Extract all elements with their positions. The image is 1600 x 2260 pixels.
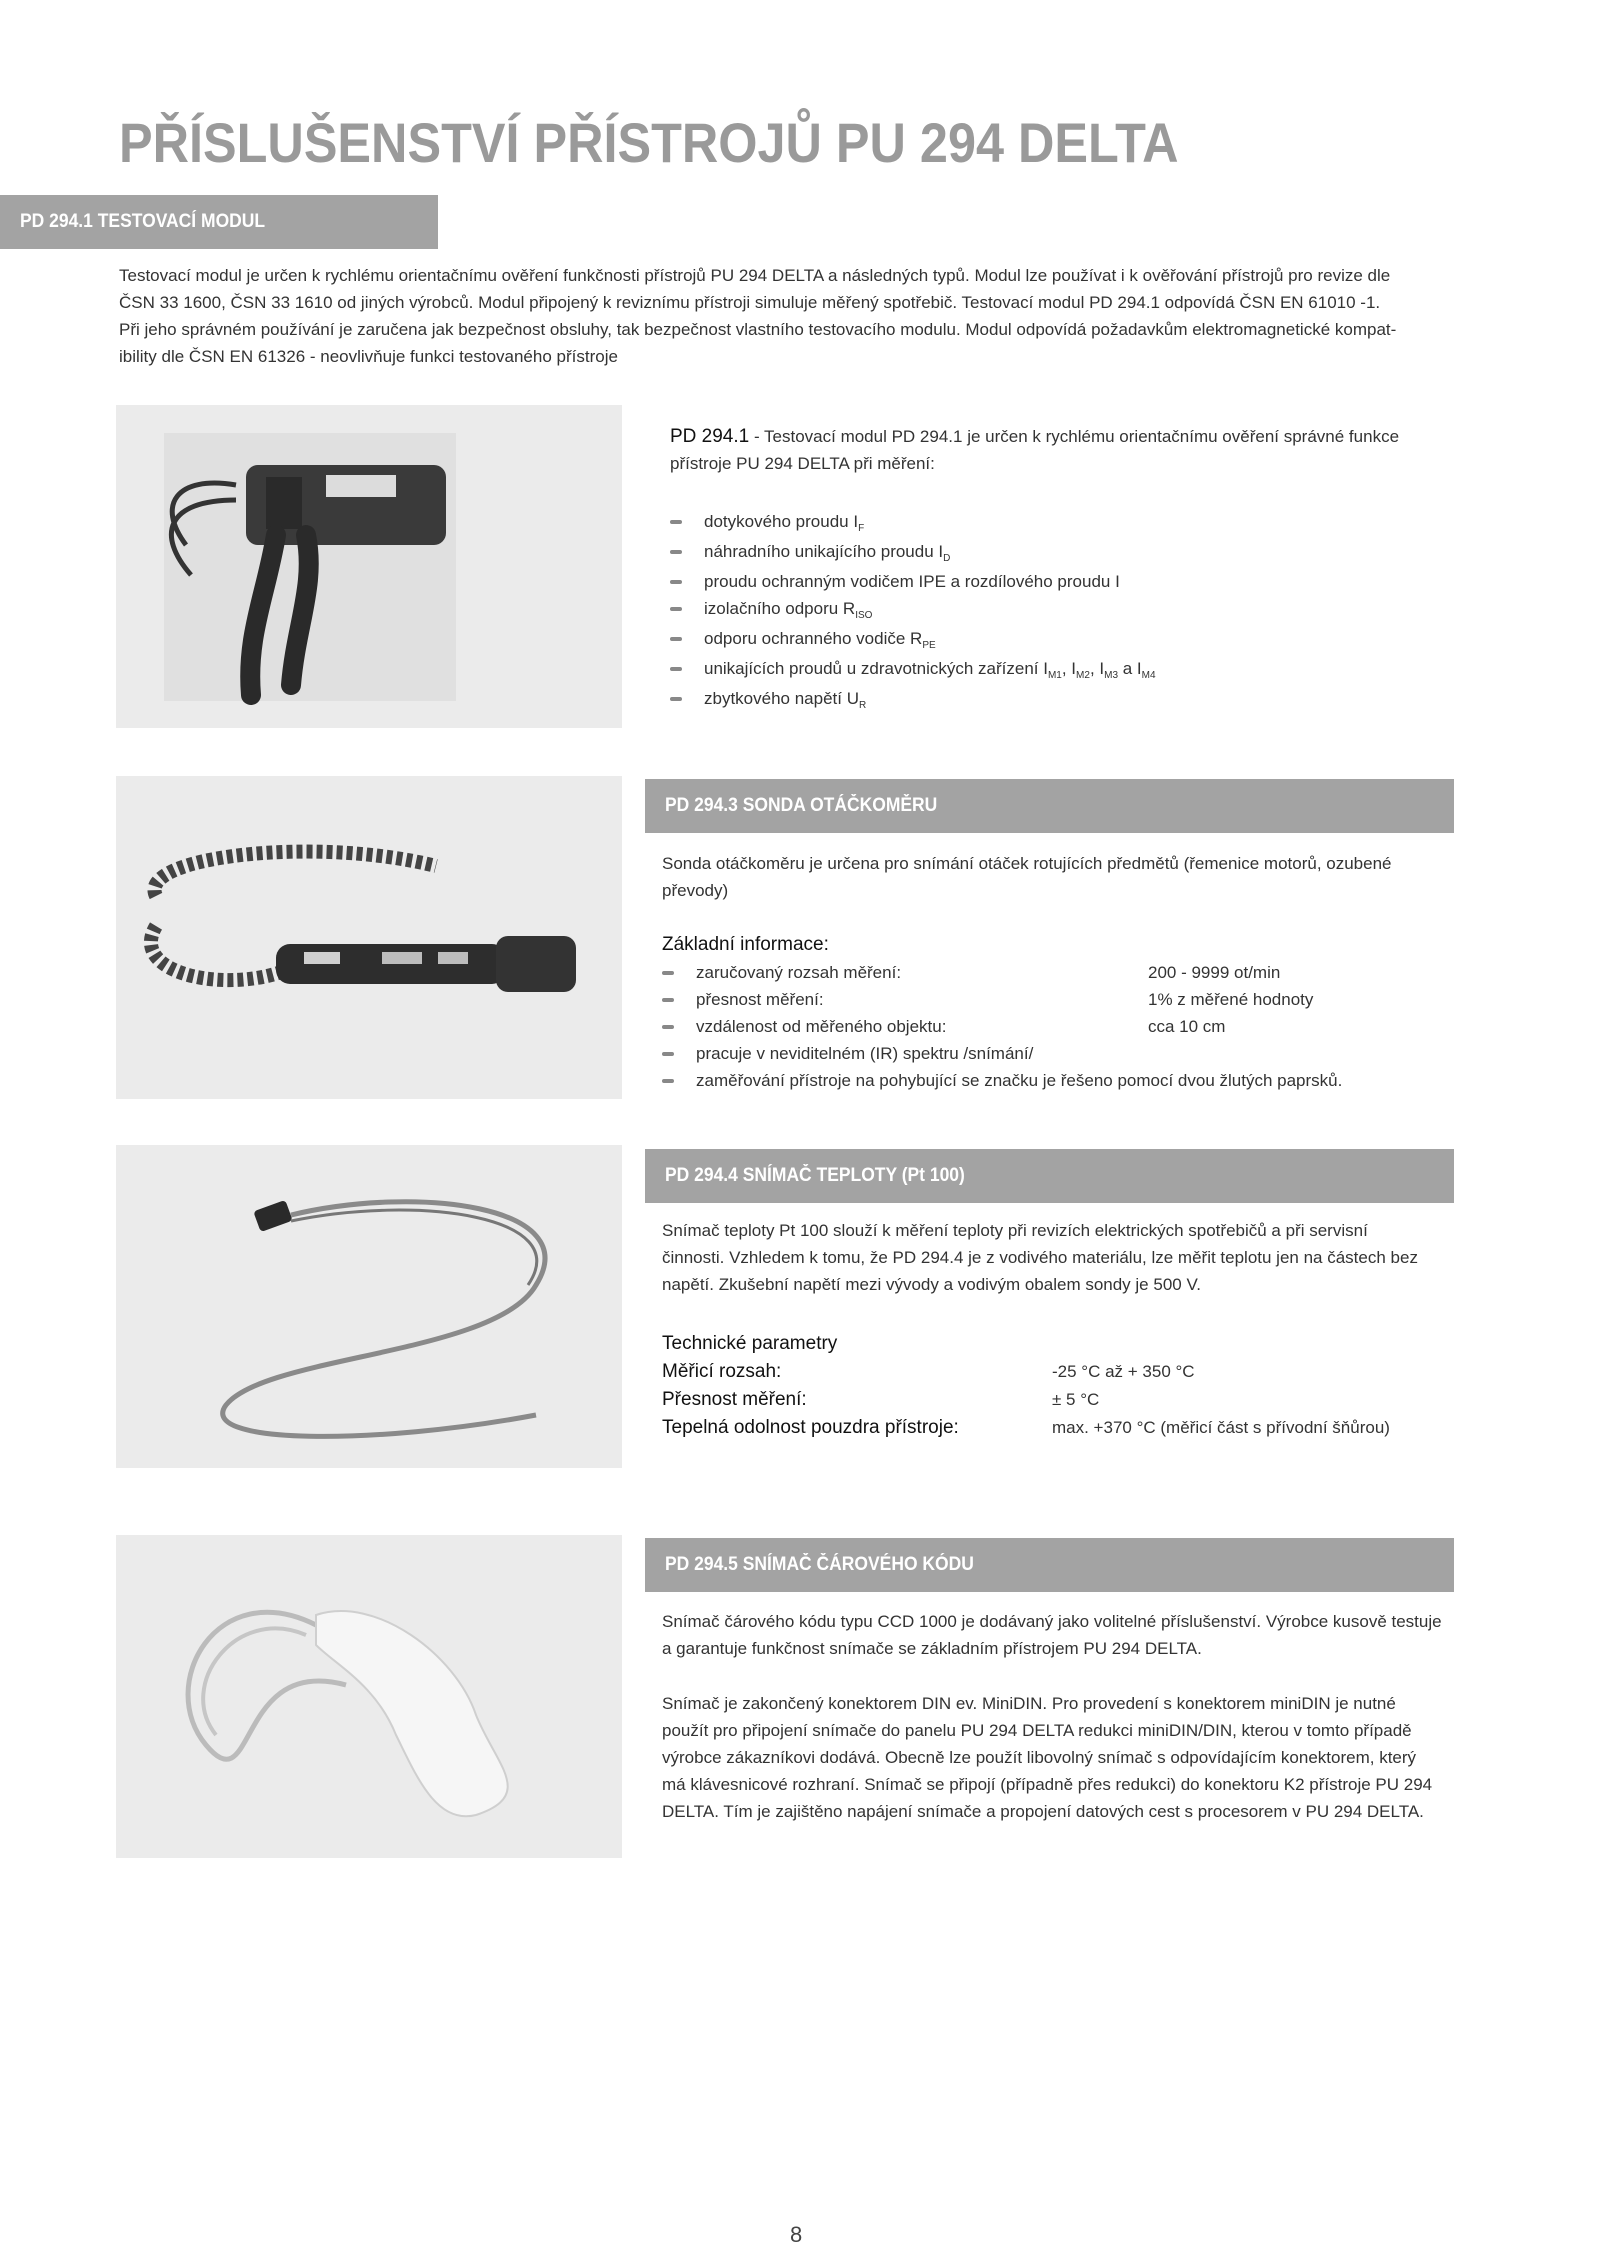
list-item: odporu ochranného vodiče $R_{PE}$ xyxy=(666,625,1156,655)
tech-row: Tepelná odolnost pouzdra přístroje: max. +370 °C (měřicí část s přívodní šňůrou) xyxy=(662,1417,1390,1438)
desc-line: činnosti. Vzhledem k tomu, že PD 294.4 je z vodivého materiálu, lze měřit teplotu jen na částech bez xyxy=(662,1248,1418,1267)
intro-paragraph xyxy=(119,262,1489,370)
info-heading: Základní informace: xyxy=(662,934,829,955)
desc-line: napětí. Zkušební napětí mezi vývody a vodivým obalem sondy je 500 V. xyxy=(662,1275,1201,1294)
section-header-label: PD 294.3 SONDA OTÁČKOMĚRU xyxy=(665,795,938,816)
tech-row: Přesnost měření: ± 5 °C xyxy=(662,1389,1100,1410)
page-number: 8 xyxy=(790,2222,803,2247)
desc-line: DELTA. Tím je zajištěno napájení snímače a propojení datových cest s procesorem v PU 294 DELTA. xyxy=(662,1802,1424,1821)
desc-line: Snímač teploty Pt 100 slouží k měření teploty při revizích elektrických spotřebičů a při servisní xyxy=(662,1221,1368,1240)
spec-row: zaměřování přístroje na pohybující se značku je řešeno pomocí dvou žlutých paprsků. xyxy=(658,1067,1538,1094)
temperature-probe-image xyxy=(116,1145,622,1468)
temperature-tech-params xyxy=(662,1330,1542,1442)
list-item: proudu ochranným vodičem IPE a rozdílového proudu I xyxy=(666,568,1156,595)
list-item: náhradního unikajícího proudu $I_D$ xyxy=(666,538,1156,568)
module-desc-line: - Testovací modul PD 294.1 je určen k rychlému orientačnímu ověření správné funkce xyxy=(749,427,1400,446)
list-item: zbytkového napětí $U_R$ xyxy=(666,685,1156,715)
photo-barcode-scanner xyxy=(116,1535,622,1858)
photo-temperature-probe xyxy=(116,1145,622,1468)
section-header-testovaci-modul xyxy=(0,195,438,249)
module-description xyxy=(670,423,1550,477)
list-item: dotykového proudu $I_F$ xyxy=(666,508,1156,538)
intro-line: ibility dle ČSN EN 61326 - neovlivňuje funkci testovaného přístroje xyxy=(119,347,618,366)
spec-row: vzdálenost od měřeného objektu: cca 10 cm xyxy=(658,1013,1538,1040)
intro-line: Testovací modul je určen k rychlému orientačnímu ověření funkčnosti přístrojů PU 294 DELTA a následných typů. Modul lze používat i k ověřování přístrojů pro revize dle xyxy=(119,266,1391,285)
section-header-label: PD 294.5 SNÍMAČ ČÁROVÉHO KÓDU xyxy=(665,1554,974,1575)
module-desc-line: přístroje PU 294 DELTA při měření: xyxy=(670,454,935,473)
tech-heading: Technické parametry xyxy=(662,1333,838,1354)
desc-line: použít pro připojení snímače do panelu PU 294 DELTA redukci miniDIN/DIN, kterou v tomto případě xyxy=(662,1721,1412,1740)
test-module-image xyxy=(116,405,622,728)
tachometer-probe-image xyxy=(116,776,622,1099)
spec-row: zaručovaný rozsah měření: 200 - 9999 ot/min xyxy=(658,959,1538,986)
barcode-description-2 xyxy=(662,1690,1542,1825)
tech-row: Měřicí rozsah: -25 °C až + 350 °C xyxy=(662,1361,1195,1382)
barcode-description-1 xyxy=(662,1608,1542,1662)
tachometer-spec-list xyxy=(658,959,1538,1094)
temperature-description xyxy=(662,1217,1542,1298)
spec-row: přesnost měření: 1% z měřené hodnoty xyxy=(658,986,1538,1013)
barcode-scanner-image xyxy=(116,1535,622,1858)
tachometer-description xyxy=(662,850,1522,904)
desc-line: Snímač čárového kódu typu CCD 1000 je dodávaný jako volitelné příslušenství. Výrobce kusově testuje xyxy=(662,1612,1442,1631)
section-header-snimac-teploty xyxy=(645,1149,1454,1203)
list-item: unikajících proudů u zdravotnických zařízení $I_{M1}$, $I_{M2}$, $I_{M3}$ a $I_{M4}$ xyxy=(666,655,1156,685)
intro-line: ČSN 33 1600, ČSN 33 1610 od jiných výrobců. Modul připojený k reviznímu přístroji simuluje měřený spotřebič. Testovací modul PD 294.1 odpovídá ČSN EN 61010 -1. xyxy=(119,293,1381,312)
photo-test-module xyxy=(116,405,622,728)
list-item: izolačního odporu $R_{ISO}$ xyxy=(666,595,1156,625)
module-code: PD 294.1 xyxy=(670,426,750,447)
intro-line: Při jeho správném používání je zaručena jak bezpečnost obsluhy, tak bezpečnost vlastního testovacího modulu. Modul odpovídá požadavkům elektromagnetické kompat- xyxy=(119,320,1397,339)
desc-line: výrobce zákazníkovi dodává. Obecně lze použít libovolný snímač s odpovídajícím konektorem, který xyxy=(662,1748,1417,1767)
page-title: PŘÍSLUŠENSTVÍ PŘÍSTROJŮ PU 294 DELTA xyxy=(119,111,1179,174)
photo-tachometer-probe xyxy=(116,776,622,1099)
spec-row: pracuje v neviditelném (IR) spektru /snímání/ xyxy=(658,1040,1538,1067)
desc-line: má klávesnicové rozhraní. Snímač se připojí (případně přes redukci) do konektoru K2 přístroje PU 294 xyxy=(662,1775,1433,1794)
section-header-sonda-otackomeru xyxy=(645,779,1454,833)
section-header-label: PD 294.1 TESTOVACÍ MODUL xyxy=(20,211,266,232)
desc-line: Sonda otáčkoměru je určena pro snímání otáček rotujících předmětů (řemenice motorů, ozubené xyxy=(662,854,1392,873)
section-header-snimac-caroveho-kodu xyxy=(645,1538,1454,1592)
desc-line: a garantuje funkčnost snímače se základním přístrojem PU 294 DELTA. xyxy=(662,1639,1202,1658)
desc-line: převody) xyxy=(662,881,729,900)
desc-line: Snímač je zakončený konektorem DIN ev. MiniDIN. Pro provedení s konektorem miniDIN je nutné xyxy=(662,1694,1396,1713)
section-header-label: PD 294.4 SNÍMAČ TEPLOTY (Pt 100) xyxy=(665,1165,965,1186)
measurement-list xyxy=(666,508,1156,715)
